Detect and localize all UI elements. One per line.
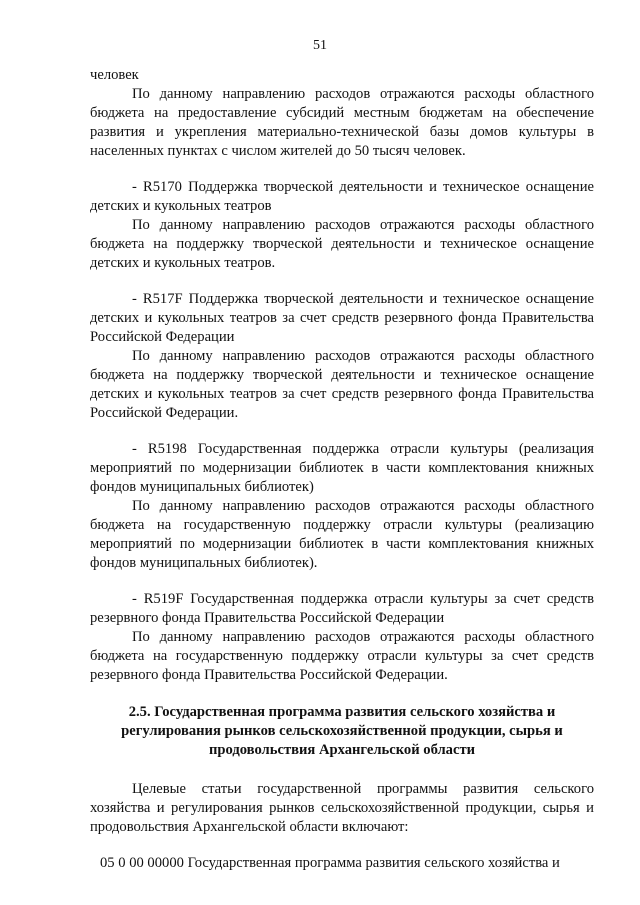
item-r519f: - R519F Государственная поддержка отрасли культуры за счет средств резервного фонда Правительства Российской Федерации	[90, 591, 594, 626]
paragraph-r519f: По данному направлению расходов отражаются расходы областного бюджета на государственную поддержку отрасли культуры за счет средств резервного фонда Правительства Российской Федерации.	[90, 629, 594, 683]
section-heading: 2.5. Государственная программа развития сельского хозяйства и регулирования рынков сельскохозяйственной продукции, сырья и продовольствия Архангельской области	[121, 704, 563, 758]
paragraph-r5198: По данному направлению расходов отражаются расходы областного бюджета на государственную поддержку отрасли культуры (реализацию мероприятий по модернизации библиотек в части комплектования книжных фондов муниципальных библиотек).	[90, 498, 594, 571]
section-intro: Целевые статьи государственной программы развития сельского хозяйства и регулирования рынков сельскохозяйственной продукции, сырья и продовольствия Архангельской области включают:	[90, 781, 594, 835]
program-code-line: 05 0 00 00000 Государственная программа развития сельского хозяйства и	[100, 855, 560, 871]
item-r5198: - R5198 Государственная поддержка отрасли культуры (реализация мероприятий по модернизации библиотек в части комплектования книжных фондов муниципальных библиотек)	[90, 441, 594, 495]
paragraph-r5170: По данному направлению расходов отражаются расходы областного бюджета на поддержку творческой деятельности и техническое оснащение детских и кукольных театров.	[90, 217, 594, 271]
item-r5170: - R5170 Поддержка творческой деятельности и техническое оснащение детских и кукольных театров	[90, 179, 594, 214]
page-content	[90, 66, 594, 873]
item-r517f: - R517F Поддержка творческой деятельности и техническое оснащение детских и кукольных театров за счет средств резервного фонда Правительства Российской Федерации	[90, 291, 594, 345]
page-number: 51	[313, 38, 327, 53]
paragraph-continuation: человек	[90, 67, 139, 83]
paragraph-houses-of-culture: По данному направлению расходов отражаются расходы областного бюджета на предоставление субсидий местным бюджетам на обеспечение развития и укрепления материально-технической базы домов культуры в населенных пунктах с числом жителей до 50 тысяч человек.	[90, 86, 594, 159]
paragraph-r517f: По данному направлению расходов отражаются расходы областного бюджета на поддержку творческой деятельности и техническое оснащение детских и кукольных театров за счет средств резервного фонда Правительства Российской Федерации.	[90, 348, 594, 421]
